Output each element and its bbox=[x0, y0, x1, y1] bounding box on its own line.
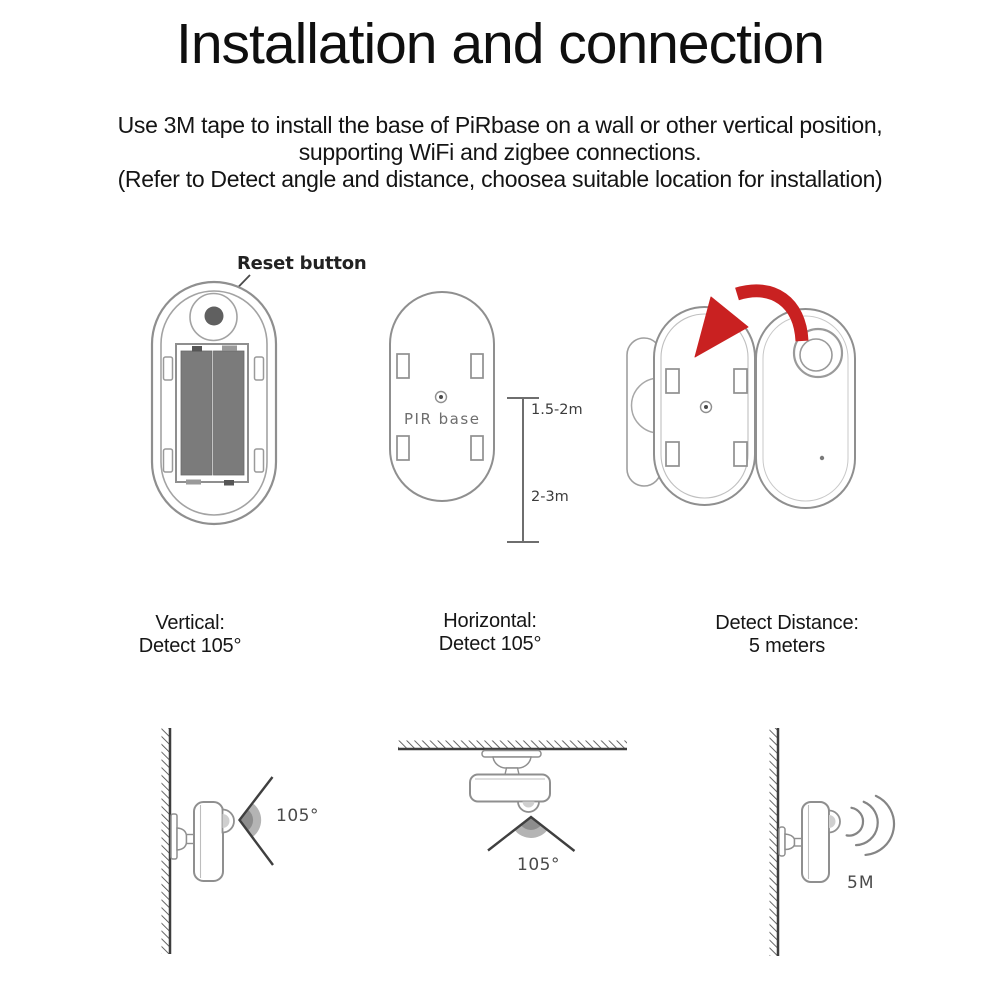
reset-button-label: Reset button bbox=[237, 253, 367, 274]
page-title: Installation and connection bbox=[176, 12, 824, 76]
battery-terminal-nub bbox=[192, 346, 202, 352]
mount-height-upper-label: 1.5-2m bbox=[531, 402, 583, 418]
mount-cone bbox=[493, 757, 531, 768]
detection-distance-diagram bbox=[740, 715, 960, 960]
pir-lens bbox=[800, 339, 832, 371]
mount-plate bbox=[482, 751, 541, 758]
ceiling-hatch bbox=[398, 741, 627, 749]
reset-button-dot bbox=[205, 307, 224, 326]
signal-range-label: 5M bbox=[847, 873, 875, 893]
horizontal-angle-label: 105° bbox=[517, 855, 560, 875]
caption-horizontal-value: Detect 105° bbox=[438, 633, 542, 655]
base-cover-assembly-diagram bbox=[608, 272, 898, 512]
intro-line-1: Use 3M tape to install the base of PiRbase on a wall or other vertical position, bbox=[117, 112, 883, 138]
caption-horizontal bbox=[380, 610, 600, 656]
signal-waves-icon bbox=[844, 792, 899, 859]
dimension-line bbox=[507, 398, 539, 542]
intro-text bbox=[0, 112, 1000, 193]
mount-cone bbox=[785, 834, 795, 850]
caption-distance bbox=[667, 612, 907, 658]
caption-vertical bbox=[80, 612, 300, 658]
sensor-back-battery-diagram bbox=[140, 252, 390, 537]
caption-distance-title: Detect Distance: bbox=[715, 612, 859, 634]
screw-hole-center bbox=[704, 405, 708, 409]
wall-hatch bbox=[162, 728, 171, 954]
wall-hatch bbox=[770, 728, 779, 956]
vertical-angle-label: 105° bbox=[276, 806, 319, 826]
tape-slot bbox=[471, 354, 483, 378]
mount-plate bbox=[171, 814, 177, 859]
sensor-body bbox=[802, 802, 829, 882]
side-clip bbox=[255, 357, 264, 380]
mount-cone bbox=[177, 828, 187, 850]
side-clip bbox=[255, 449, 264, 472]
battery-terminal-spring bbox=[222, 346, 237, 351]
sensor-body bbox=[194, 802, 223, 881]
tape-slot bbox=[397, 436, 409, 460]
side-clip bbox=[164, 449, 173, 472]
caption-horizontal-title: Horizontal: bbox=[443, 610, 537, 632]
horizontal-detection-angle-diagram bbox=[390, 735, 635, 860]
tape-slot bbox=[471, 436, 483, 460]
intro-line-2: supporting WiFi and zigbee connections. bbox=[298, 139, 702, 165]
caption-vertical-value: Detect 105° bbox=[138, 635, 242, 657]
battery-left bbox=[181, 351, 212, 475]
vertical-detection-angle-diagram bbox=[120, 715, 380, 960]
battery-right bbox=[214, 351, 245, 475]
mount-plate bbox=[779, 827, 785, 856]
side-clip bbox=[164, 357, 173, 380]
tape-slot bbox=[397, 354, 409, 378]
battery-terminal-spring bbox=[186, 480, 201, 485]
tape-slot bbox=[666, 369, 679, 393]
tape-slot bbox=[734, 442, 747, 466]
indicator-led-dot bbox=[820, 456, 824, 460]
intro-line-3: (Refer to Detect angle and distance, choosea suitable location for installation) bbox=[117, 166, 883, 192]
caption-vertical-title: Vertical: bbox=[155, 612, 225, 634]
mount-height-lower-label: 2-3m bbox=[531, 489, 569, 505]
screw-hole-center bbox=[439, 395, 443, 399]
pir-base-label: PIR base bbox=[404, 410, 481, 428]
tape-slot bbox=[734, 369, 747, 393]
battery-terminal-nub bbox=[224, 480, 234, 486]
tape-slot bbox=[666, 442, 679, 466]
caption-distance-value: 5 meters bbox=[748, 635, 826, 657]
